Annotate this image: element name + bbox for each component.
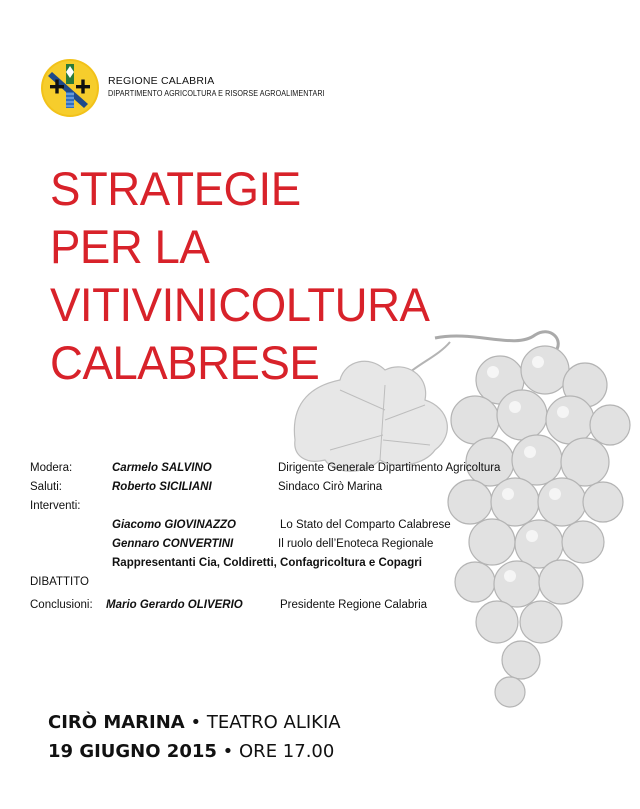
title-line-2: PER LA bbox=[50, 220, 210, 273]
greetings-name: Roberto SICILIANI bbox=[112, 481, 212, 493]
event-location bbox=[48, 708, 341, 737]
greetings-row bbox=[30, 481, 610, 500]
title-line-1: STRATEGIE bbox=[50, 162, 301, 215]
organization-header bbox=[108, 74, 344, 100]
representatives: Rappresentanti Cia, Coldiretti, Confagricoltura e Copagri bbox=[112, 557, 422, 569]
event-venue: TEATRO ALIKIA bbox=[206, 712, 341, 733]
greetings-desc: Sindaco Cirò Marina bbox=[278, 481, 383, 493]
speaker-row bbox=[30, 538, 610, 557]
moderator-desc: Dirigente Generale Dipartimento Agricoltura bbox=[278, 462, 501, 474]
conclusions-row bbox=[30, 599, 610, 618]
event-time: ORE 17.00 bbox=[239, 741, 335, 762]
greetings-role: Saluti: bbox=[30, 481, 62, 493]
speaker-topic: Lo Stato del Comparto Calabrese bbox=[280, 519, 451, 531]
debate-row bbox=[30, 576, 610, 595]
speaker-name: Giacomo GIOVINAZZO bbox=[112, 519, 236, 531]
separator-dot: • bbox=[222, 741, 234, 762]
org-name: REGIONE CALABRIA bbox=[108, 75, 215, 87]
conclusions-name: Mario Gerardo OLIVERIO bbox=[106, 599, 243, 611]
representatives-row bbox=[30, 557, 610, 576]
event-datetime bbox=[48, 737, 341, 766]
conclusions-role: Conclusioni: bbox=[30, 599, 93, 611]
program-list bbox=[30, 462, 610, 618]
interventions-row bbox=[30, 500, 610, 519]
moderator-name: Carmelo SALVINO bbox=[112, 462, 212, 474]
title-line-3: VITIVINICOLTURA bbox=[50, 278, 430, 331]
conclusions-desc: Presidente Regione Calabria bbox=[280, 599, 428, 611]
interventions-label: Interventi: bbox=[30, 500, 81, 512]
separator-dot: • bbox=[190, 712, 202, 733]
moderator-row bbox=[30, 462, 610, 481]
speaker-topic: Il ruolo dell’Enoteca Regionale bbox=[278, 538, 434, 550]
event-place: CIRÒ MARINA bbox=[48, 712, 185, 733]
dept-name: DIPARTIMENTO AGRICOLTURA E RISORSE AGROALIMENTARI bbox=[108, 89, 325, 98]
event-details bbox=[48, 708, 341, 766]
regione-calabria-logo bbox=[40, 58, 100, 118]
speaker-row bbox=[30, 519, 610, 538]
moderator-role: Modera: bbox=[30, 462, 73, 474]
event-date: 19 GIUGNO 2015 bbox=[48, 741, 217, 762]
speaker-name: Gennaro CONVERTINI bbox=[112, 538, 234, 550]
event-title bbox=[50, 160, 429, 392]
debate-label: DIBATTITO bbox=[30, 576, 89, 588]
title-line-4: CALABRESE bbox=[50, 336, 320, 389]
